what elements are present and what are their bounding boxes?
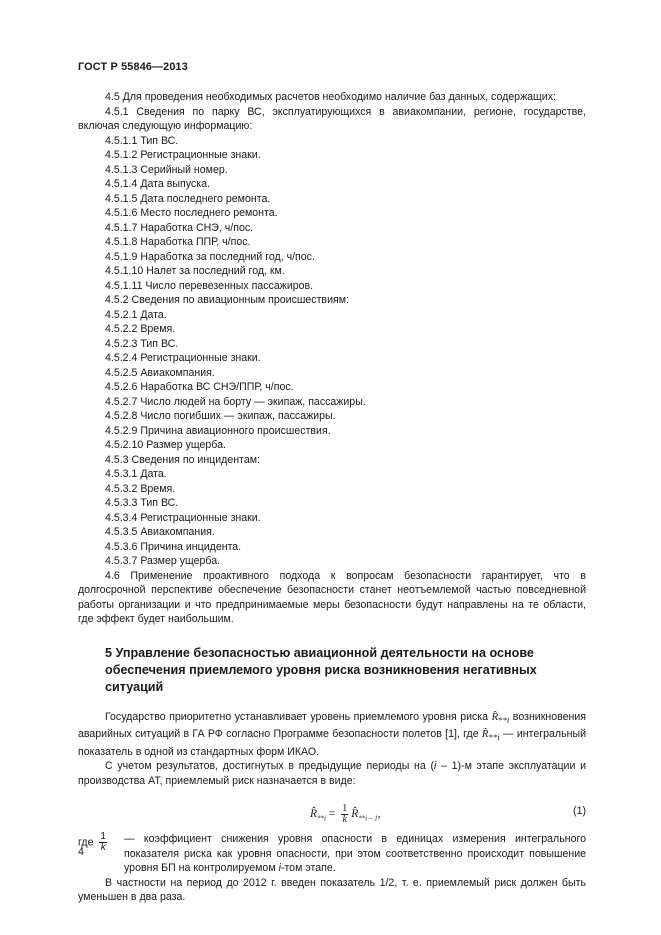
page-number: 4 (78, 846, 84, 858)
paragraph-5-3: В частности на период до 2012 г. введен показатель 1/2, т. е. приемлемый риск должен быть уменьшен в два раза. (78, 876, 586, 904)
list-item: 4.5.2.3 Тип ВС. (105, 337, 179, 350)
text-run: возникновения аварийных ситуаций в ГА РФ согласно Программе безопасности полетов [1], где (78, 710, 586, 741)
paragraph-5-2 (78, 759, 586, 788)
list-item: 4.5.1.5 Дата последнего ремонта. (105, 192, 271, 205)
list-item: 4.5.3.4 Регистрационные знаки. (105, 511, 261, 524)
formula-expression: $R̂_{**i}$ = $\frac{1}{k}$ $R̂_{**i - 1}$, (310, 803, 381, 826)
paragraph-4-5: 4.5 Для проведения необходимых расчетов необходимо наличие баз данных, содержащих: (105, 91, 556, 103)
text-run: – 1)-м этапе эксплуатации и производства АТ, приемлемый риск назначается в виде: (78, 760, 586, 787)
list-4-5-2 (78, 308, 586, 453)
list-item: 4.5.2.7 Число людей на борту — экипаж, пассажиры. (105, 395, 366, 408)
text-run: — коэффициент снижения уровня опасности в единицах измерения интегрального показателя риска как уровня опасности, при этом соответственно происходит повышение уровня БП на контролируемом (124, 833, 586, 875)
list-item: 4.5.2.5 Авиакомпания. (105, 366, 215, 379)
formula-explanation (78, 832, 586, 876)
text-run: Государство приоритетно устанавливает уровень приемлемого уровня риска (105, 710, 492, 723)
document-header: ГОСТ Р 55846—2013 (78, 61, 188, 73)
paragraph-4-5-3: 4.5.3 Сведения по инцидентам: (105, 453, 260, 466)
formula-lhs: $R̂_{**i}$ (310, 808, 326, 823)
list-item: 4.5.2.8 Число погибших — экипаж, пассажиры. (105, 410, 336, 422)
list-item: 4.5.2.9 Причина авиационного происшествия. (105, 424, 331, 437)
list-item: 4.5.2.2 Время. (105, 323, 176, 335)
document-body (78, 90, 586, 905)
list-item: 4.5.2.1 Дата. (105, 308, 167, 321)
formula-equals: = (328, 808, 336, 821)
where-lead: где $\frac{1}{k}$ (78, 831, 106, 854)
list-item: 4.5.1.11 Число перевезенных пассажиров. (105, 279, 314, 292)
formula-1 (78, 798, 586, 830)
paragraph-5-1 (78, 710, 586, 760)
list-item: 4.5.3.1 Дата. (105, 468, 167, 480)
text-run: — интегральный показатель в одной из стандартных форм ИКАО. (78, 728, 586, 758)
text-run: С учетом результатов, достигнутых в предыдущие периоды на ( (105, 760, 434, 773)
list-item: 4.5.2.6 Наработка ВС СНЭ/ППР, ч/пос. (105, 381, 294, 393)
list-item: 4.5.1.8 Наработка ППР, ч/пос. (105, 236, 251, 248)
paragraph-4-5-1: 4.5.1 Сведения по парку ВС, эксплуатирующихся в авиакомпании, регионе, государстве, включая следующую информацию: (78, 105, 586, 132)
list-item: 4.5.3.3 Тип ВС. (105, 497, 179, 509)
list-item: 4.5.3.2 Время. (105, 482, 176, 495)
list-item: 4.5.1.9 Наработка за последний год, ч/пос. (105, 250, 315, 263)
formula-rhs: $R̂_{**i - 1}$ (351, 808, 378, 823)
list-item: 4.5.1.7 Наработка СНЭ, ч/пос. (105, 221, 254, 234)
list-item: 4.5.3.6 Причина инцидента. (105, 540, 242, 553)
list-item: 4.5.1.6 Место последнего ремонта. (105, 207, 278, 219)
paragraph-4-5-2: 4.5.2 Сведения по авиационным происшествиям: (105, 294, 349, 306)
list-item: 4.5.1.3 Серийный номер. (105, 163, 228, 176)
formula-fraction: $\frac{1}{k}$ (342, 803, 348, 826)
list-item: 4.5.1.2 Регистрационные знаки. (105, 149, 261, 161)
where-fraction: $\frac{1}{k}$ (100, 831, 106, 854)
list-item: 4.5.3.5 Авиакомпания. (105, 526, 215, 538)
formula-number: (1) (573, 805, 586, 818)
list-item: 4.5.1.4 Дата выпуска. (105, 178, 210, 190)
list-item: 4.5.1.10 Налет за последний год, км. (105, 265, 285, 277)
paragraph-4-6: 4.6 Применение проактивного подхода к вопросам безопасности гарантирует, что в долгосрочной перспективе обеспечение безопасности станет неотъемлемой частью повседневной работы организации и что предпринимаемые меры безопасности будут направлены на те области, где эффект будет наибольшим. (78, 569, 586, 625)
list-item: 4.5.2.10 Размер ущерба. (105, 439, 226, 451)
list-4-5-1 (78, 134, 586, 294)
variable-i: i (434, 760, 437, 773)
list-item: 4.5.3.7 Размер ущерба. (105, 555, 221, 567)
variable-i: i (278, 862, 281, 875)
section-5-heading: 5 Управление безопасностью авиационной деятельности на основе обеспечения приемлемого уровня риска возникновения негативных ситуаций (105, 645, 537, 694)
list-item: 4.5.2.4 Регистрационные знаки. (105, 352, 261, 364)
text-run: -том этапе. (280, 862, 336, 875)
list-4-5-3 (78, 467, 586, 569)
risk-symbol: $R̂_{**i}$ (491, 711, 510, 725)
list-item: 4.5.1.1 Тип ВС. (105, 134, 179, 147)
risk-symbol: $R̂_{**i}$ (481, 729, 500, 743)
